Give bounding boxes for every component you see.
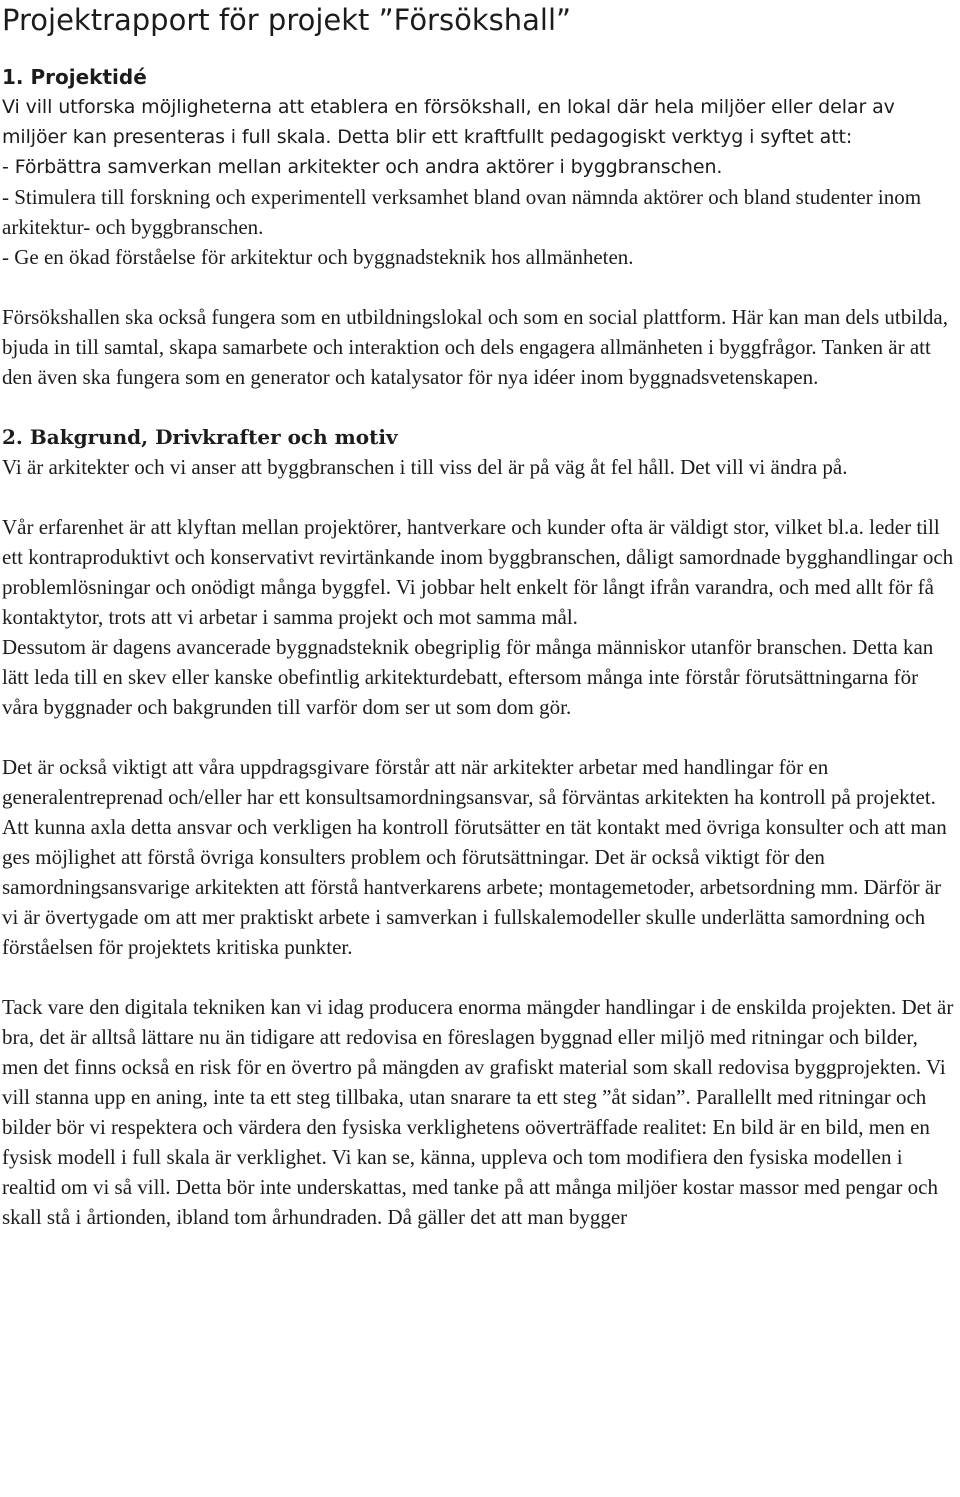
section-1	[2, 62, 956, 392]
section-2-paragraph-1: Vi är arkitekter och vi anser att byggbranschen i till viss del är på väg åt fel håll. Det vill vi ändra på.	[2, 455, 848, 479]
bullet-item-2: - Stimulera till forskning och experimentell verksamhet bland ovan nämnda aktörer och bland studenter inom arkitektur- och byggbranschen.	[2, 185, 922, 239]
paragraph-gap	[2, 722, 956, 752]
section-1-intro: Vi vill utforska möjligheterna att etablera en försökshall, en lokal där hela miljöer eller delar av miljöer kan presenteras i full skala. Detta blir ett kraftfullt pedagogiskt verktyg i syftet att:	[2, 96, 895, 148]
section-1-heading: 1. Projektidé	[2, 65, 147, 89]
section-2-paragraph-2: Vår erfarenhet är att klyftan mellan projektörer, hantverkare och kunder ofta är väldigt stor, vilket bl.a. leder till ett kontraproduktivt och konservativt revirtänkande inom byggbranschen, dåligt samordnade bygghandlingar och problemlösningar och onödigt många byggfel. Vi jobbar helt enkelt för långt ifrån varandra, och med allt för få kontaktytor, trots att vi arbetar i samma projekt och mot samma mål.	[2, 515, 954, 629]
paragraph-gap	[2, 272, 956, 302]
section-2	[2, 422, 956, 1232]
bullet-item-1: - Förbättra samverkan mellan arkitekter och andra aktörer i byggbranschen.	[2, 156, 723, 178]
paragraph-gap	[2, 482, 956, 512]
bullet-item-3: - Ge en ökad förståelse för arkitektur och byggnadsteknik hos allmänheten.	[2, 245, 634, 269]
section-2-paragraph-5: Tack vare den digitala tekniken kan vi idag producera enorma mängder handlingar i de enskilda projekten. Det är bra, det är alltså lättare nu än tidigare att redovisa en föreslagen byggnad eller miljö med ritningar och bilder, men det finns också en risk för en övertro på mängden av grafiskt material som skall redovisa byggprojekten. Vi vill stanna upp en aning, inte ta ett steg tillbaka, utan snarare ta ett steg ”åt sidan”. Parallellt med ritningar och bilder bör vi respektera och värdera den fysiska verklighetens oöverträffade realitet: En bild är en bild, men en fysisk modell i full skala är verklighet. Vi kan se, känna, uppleva och tom modifiera den fysiska modellen i realtid om vi så vill. Detta bör inte underskattas, med tanke på att många miljöer kostar massor med pengar och skall stå i årtionden, ibland tom århundraden. Då gäller det att man bygger	[2, 995, 954, 1229]
section-1-paragraph-2: Försökshallen ska också fungera som en utbildningslokal och som en social plattform. Här kan man dels utbilda, bjuda in till samtal, skapa samarbete och interaktion och dels engagera allmänheten i byggfrågor. Tanken är att den även ska fungera som en generator och katalysator för nya idéer inom byggnadsvetenskapen.	[2, 305, 948, 389]
section-gap	[2, 392, 956, 422]
paragraph-gap	[2, 962, 956, 992]
section-2-paragraph-3: Dessutom är dagens avancerade byggnadsteknik obegriplig för många människor utanför branschen. Detta kan lätt leda till en skev eller kanske obefintlig arkitekturdebatt, eftersom många inte förstår förutsättningarna för våra byggnader och bakgrunden till varför dom ser ut som dom gör.	[2, 635, 934, 719]
section-2-paragraph-4: Det är också viktigt att våra uppdragsgivare förstår att när arkitekter arbetar med handlingar för en generalentreprenad och/eller har ett konsultsamordningsansvar, så förväntas arkitekten ha kontroll på projektet. Att kunna axla detta ansvar och verkligen ha kontroll förutsätter en tät kontakt med övriga konsulter och att man ges möjlighet att förstå övriga konsulters problem och förutsättningar. Det är också viktigt för den samordningsansvarige arkitekten att förstå hantverkarens arbete; montagemetoder, arbetsordning mm. Därför är vi är övertygade om att mer praktiskt arbete i samverkan i fullskalemodeller skulle underlätta samordning och förståelsen för projektets kritiska punkter.	[2, 755, 947, 959]
page-title: Projektrapport för projekt ”Försökshall”	[2, 3, 572, 37]
section-2-heading: 2. Bakgrund, Drivkrafter och motiv	[2, 425, 398, 449]
